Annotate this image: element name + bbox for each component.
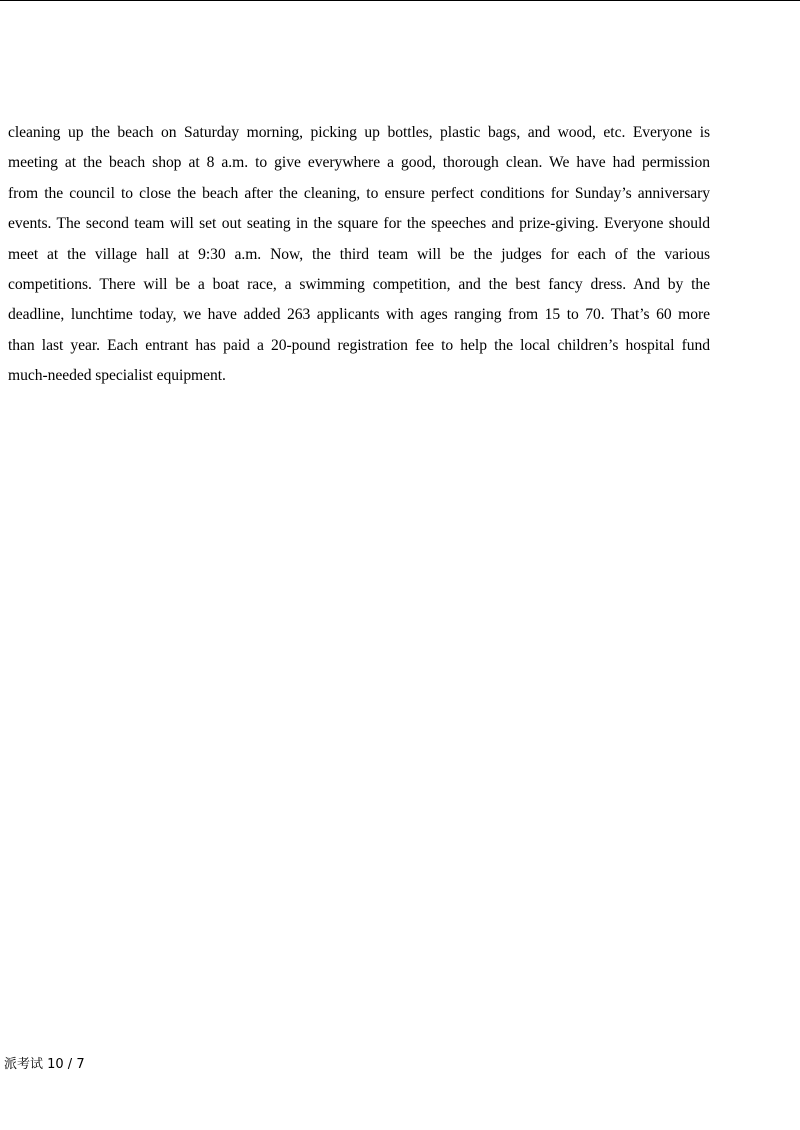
passage-line: from the council to close the beach after the cleaning, to ensure perfect conditions for Sunday’s anniversary [8, 184, 710, 202]
passage-line: competitions. There will be a boat race, a swimming competition, and the best fancy dress. And by the [8, 276, 710, 294]
passage-line: than last year. Each entrant has paid a 20-pound registration fee to help the local children’s hospital fund [8, 336, 710, 354]
passage-line: meeting at the beach shop at 8 a.m. to give everywhere a good, thorough clean. We have had permission [8, 154, 710, 172]
passage-line: deadline, lunchtime today, we have added 263 applicants with ages ranging from 15 to 70. That’s 60 more [8, 306, 710, 324]
page-top-rule [0, 0, 800, 1]
passage-line: much-needed specialist equipment. [8, 367, 226, 385]
passage-paragraph [8, 118, 710, 392]
passage-line: cleaning up the beach on Saturday morning, picking up bottles, plastic bags, and wood, etc. Everyone is [8, 124, 710, 141]
passage-line: events. The second team will set out seating in the square for the speeches and prize-giving. Everyone should [8, 215, 710, 233]
page-footer: 派考试 10 / 7 [4, 1057, 85, 1072]
passage-line: meet at the village hall at 9:30 a.m. Now, the third team will be the judges for each of the various [8, 245, 710, 263]
